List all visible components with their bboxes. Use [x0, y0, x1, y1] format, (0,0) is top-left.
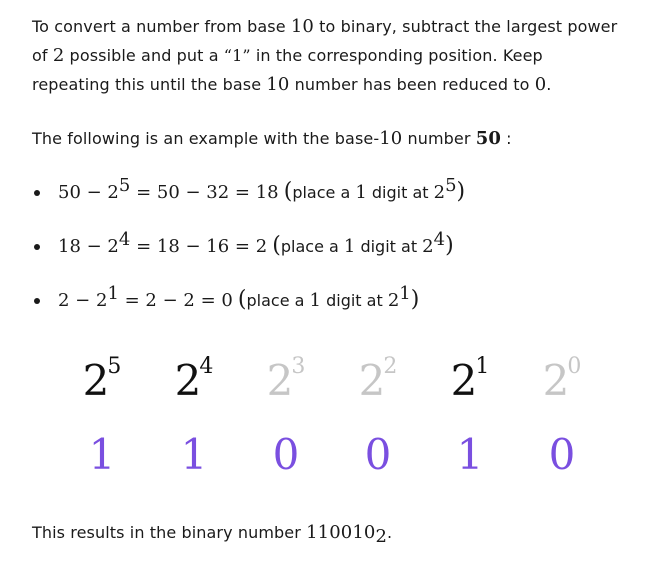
step-power-exponent: 1: [399, 283, 411, 304]
math-number: 10: [379, 128, 403, 149]
intro-text: .: [546, 75, 552, 94]
step-equation: = 18 − 16 = 2: [130, 236, 268, 257]
example-text: The following is an example with the base-: [32, 129, 380, 148]
bit-digit: 0: [364, 430, 392, 479]
step-equation: = 2 − 2 = 0: [118, 290, 233, 311]
intro-text: number has been reduced to: [289, 75, 535, 94]
step-note: digit at: [366, 183, 434, 202]
step-exponent: 1: [107, 283, 119, 304]
example-text: :: [500, 129, 512, 148]
step-note: digit at: [355, 237, 423, 256]
paren-close: ): [456, 179, 466, 204]
math-number: 2: [52, 45, 65, 66]
power-exponent: 1: [475, 354, 490, 379]
intro-text: repeating this until the base: [32, 75, 267, 94]
power-exponent: 4: [199, 354, 214, 379]
quoted-one: “1”: [223, 46, 251, 65]
result-paragraph: [32, 518, 632, 547]
step-power-base: 2: [387, 290, 400, 311]
paren-open: (: [237, 287, 247, 312]
example-intro: [32, 124, 632, 153]
paren-open: (: [272, 233, 281, 258]
step-note: place a: [292, 183, 356, 202]
paren-close: ): [445, 233, 454, 258]
result-text: .: [387, 523, 393, 542]
bullet-icon: [34, 298, 40, 304]
power-cell-4: [148, 356, 240, 416]
intro-text: possible and put a: [64, 46, 224, 65]
step-expression: 2 − 2: [58, 290, 108, 311]
math-number: 10: [290, 16, 314, 37]
power-base: 2: [542, 356, 570, 405]
result-binary-value: 110010: [306, 522, 376, 543]
bullet-icon: [34, 190, 40, 196]
power-base: 2: [358, 356, 386, 405]
intro-text: in the corresponding position. Keep: [250, 46, 543, 65]
step-note: place a: [246, 291, 310, 310]
power-base: 2: [450, 356, 478, 405]
step-exponent: 4: [118, 229, 131, 250]
step-power-base: 2: [433, 182, 446, 203]
example-text: number: [402, 129, 476, 148]
step-power-exponent: 4: [433, 229, 446, 250]
power-base: 2: [174, 356, 202, 405]
bit-digit: 0: [272, 430, 300, 479]
power-exponent: 2: [383, 354, 398, 379]
math-number: 0: [534, 74, 547, 95]
step-item: [32, 284, 465, 338]
step-note: digit at: [321, 291, 388, 310]
bit-digit: 1: [180, 430, 208, 479]
example-number: 50: [475, 128, 501, 149]
power-cell-3: [240, 356, 332, 416]
intro-text: to binary, subtract the largest power: [313, 17, 618, 36]
power-exponent: 0: [567, 354, 582, 379]
intro-paragraph: [32, 12, 632, 99]
result-base-subscript: 2: [375, 526, 387, 547]
step-item: [32, 230, 465, 284]
bit-digit: 1: [88, 430, 116, 479]
step-digit: 1: [343, 236, 356, 257]
step-equation: = 50 − 32 = 18: [130, 182, 279, 203]
math-number: 10: [266, 74, 290, 95]
step-expression: 18 − 2: [58, 236, 119, 257]
power-cell-0: [516, 356, 608, 416]
steps-list: [32, 176, 465, 338]
step-digit: 1: [309, 290, 321, 311]
power-exponent: 5: [107, 354, 122, 379]
step-exponent: 5: [118, 175, 131, 196]
bit-digit: 1: [456, 430, 484, 479]
power-base: 2: [82, 356, 110, 405]
intro-text: To convert a number from base: [32, 17, 291, 36]
paren-close: ): [410, 287, 420, 312]
power-base: 2: [266, 356, 294, 405]
step-power-exponent: 5: [445, 175, 457, 196]
power-exponent: 3: [291, 354, 306, 379]
result-text: This results in the binary number: [32, 523, 307, 542]
intro-text: of: [32, 46, 53, 65]
bit-digit: 0: [548, 430, 576, 479]
step-power-base: 2: [422, 236, 434, 257]
step-expression: 50 − 2: [58, 182, 119, 203]
step-note: place a: [280, 237, 344, 256]
step-digit: 1: [355, 182, 367, 203]
step-item: [32, 176, 465, 230]
power-cell-2: [332, 356, 424, 416]
power-cell-1: [424, 356, 516, 416]
power-cell-5: [56, 356, 148, 416]
bullet-icon: [34, 244, 40, 250]
paren-open: (: [283, 179, 293, 204]
